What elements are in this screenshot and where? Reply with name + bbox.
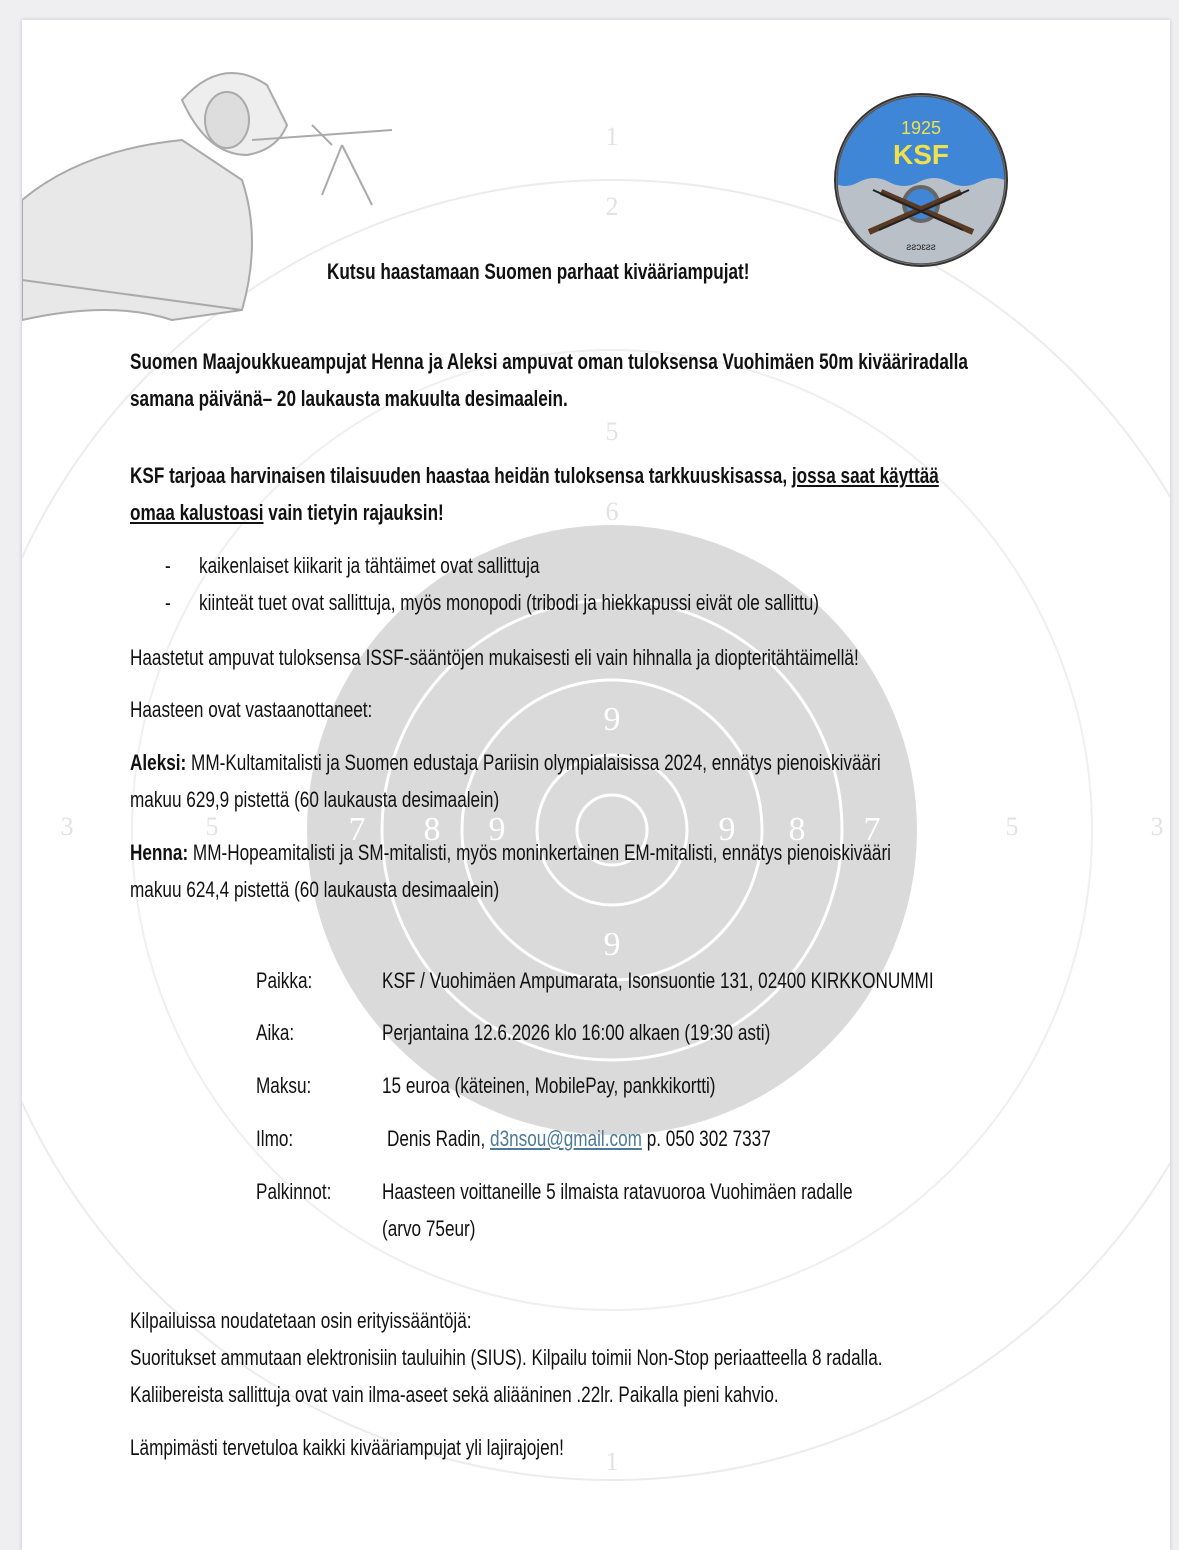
rule-item: kiinteät tuet ovat sallittuja, myös monopodi (tribodi ja hiekkapussi eivät ole sallittu) [199, 590, 819, 615]
shooter-name: Henna: [130, 840, 189, 865]
rule-item: kaikenlaiset kiikarit ja tähtäimet ovat sallittuja [199, 553, 540, 578]
offer-underlined: jossa saat käyttää [791, 463, 939, 488]
rule-bullet: - [165, 553, 171, 578]
shooter-name: Aleksi: [130, 750, 187, 775]
shooter-bio: makuu 624,4 pistettä (60 laukausta desimaalein) [130, 877, 500, 902]
fee-value: 15 euroa (käteinen, MobilePay, pankkikortti) [382, 1073, 716, 1098]
svg-text:ƨƨɔɛƨƨ: ƨƨɔɛƨƨ [906, 242, 936, 253]
ksf-logo-icon [833, 92, 1009, 268]
prizes-value: (arvo 75eur) [382, 1216, 476, 1241]
intro-line: samana päivänä– 20 laukausta makuulta desimaalein. [130, 386, 568, 411]
signup-value [387, 1126, 771, 1152]
svg-text:9: 9 [488, 811, 506, 848]
page-title: Kutsu haastamaan Suomen parhaat kivääriampujat! [327, 259, 750, 284]
welcome-line: Lämpimästi tervetuloa kaikki kivääriampujat yli lajirajojen! [130, 1435, 564, 1460]
svg-text:2: 2 [605, 192, 619, 221]
svg-text:KSF: KSF [893, 139, 949, 170]
svg-text:8: 8 [788, 811, 806, 848]
svg-text:5: 5 [605, 417, 619, 446]
signup-label: Ilmo: [256, 1126, 294, 1151]
shooter-bio: MM-Kultamitalisti ja Suomen edustaja Pariisin olympialaisissa 2024, ennätys pienoiskivääri [186, 750, 881, 775]
prone-shooter-sketch-icon [22, 30, 402, 330]
footer-line: Kilpailuissa noudatetaan osin erityissääntöjä: [130, 1308, 472, 1333]
challenged-rules: Haastetut ampuvat tuloksensa ISSF-sääntöjen mukaisesti eli vain hihnalla ja diopteritähtäimellä! [130, 645, 859, 670]
offer-text: KSF tarjoaa harvinaisen tilaisuuden haastaa heidän tuloksensa tarkkuuskisassa, [130, 463, 792, 488]
svg-text:1: 1 [605, 1447, 619, 1476]
svg-text:9: 9 [603, 926, 621, 963]
svg-text:3: 3 [1150, 812, 1164, 841]
svg-text:5: 5 [205, 812, 219, 841]
svg-text:5: 5 [1005, 812, 1019, 841]
svg-text:8: 8 [423, 811, 441, 848]
svg-text:1: 1 [605, 122, 619, 151]
email-link[interactable]: d3nsou@gmail.com [490, 1126, 642, 1151]
shooter-henna [130, 840, 891, 866]
svg-text:3: 3 [60, 812, 74, 841]
prizes-value: Haasteen voittaneille 5 ilmaista ratavuoroa Vuohimäen radalle [382, 1179, 853, 1204]
footer-line: Suoritukset ammutaan elektronisiin tauluihin (SIUS). Kilpailu toimii Non-Stop periaatteella 8 radalla. [130, 1345, 883, 1370]
intro-line: Suomen Maajoukkueampujat Henna ja Aleksi ampuvat oman tuloksensa Vuohimäen 50m kivääriradalla [130, 349, 968, 374]
shooter-bio: MM-Hopeamitalisti ja SM-mitalisti, myös moninkertainen EM-mitalisti, ennätys pienoiskivääri [188, 840, 891, 865]
svg-text:1925: 1925 [900, 118, 942, 138]
shooter-bio: makuu 629,9 pistettä (60 laukausta desimaalein) [130, 787, 500, 812]
signup-phone: p. 050 302 7337 [641, 1126, 771, 1151]
time-label: Aika: [256, 1020, 295, 1045]
fee-label: Maksu: [256, 1073, 312, 1098]
prizes-label: Palkinnot: [256, 1179, 332, 1204]
place-value: KSF / Vuohimäen Ampumarata, Isonsuontie 131, 02400 KIRKKONUMMI [382, 968, 934, 993]
offer-underlined: omaa kalustoasi [130, 500, 264, 525]
footer-line: Kaliibereista sallittuja ovat vain ilma-aseet sekä aliääninen .22lr. Paikalla pieni kahvio. [130, 1382, 779, 1407]
svg-text:9: 9 [603, 701, 621, 738]
signup-name: Denis Radin, [387, 1126, 491, 1151]
svg-text:9: 9 [718, 811, 736, 848]
rule-bullet: - [165, 590, 171, 615]
svg-text:7: 7 [348, 811, 366, 848]
accepted-heading: Haasteen ovat vastaanottaneet: [130, 697, 373, 722]
svg-text:7: 7 [863, 811, 881, 848]
time-value: Perjantaina 12.6.2026 klo 16:00 alkaen (19:30 asti) [382, 1020, 771, 1045]
place-label: Paikka: [256, 968, 313, 993]
shooter-aleksi [130, 750, 881, 776]
flyer-page [22, 20, 1170, 1550]
offer-line [130, 500, 444, 526]
svg-text:6: 6 [605, 497, 619, 526]
offer-text: vain tietyin rajauksin! [263, 500, 444, 525]
offer-line [130, 463, 939, 489]
